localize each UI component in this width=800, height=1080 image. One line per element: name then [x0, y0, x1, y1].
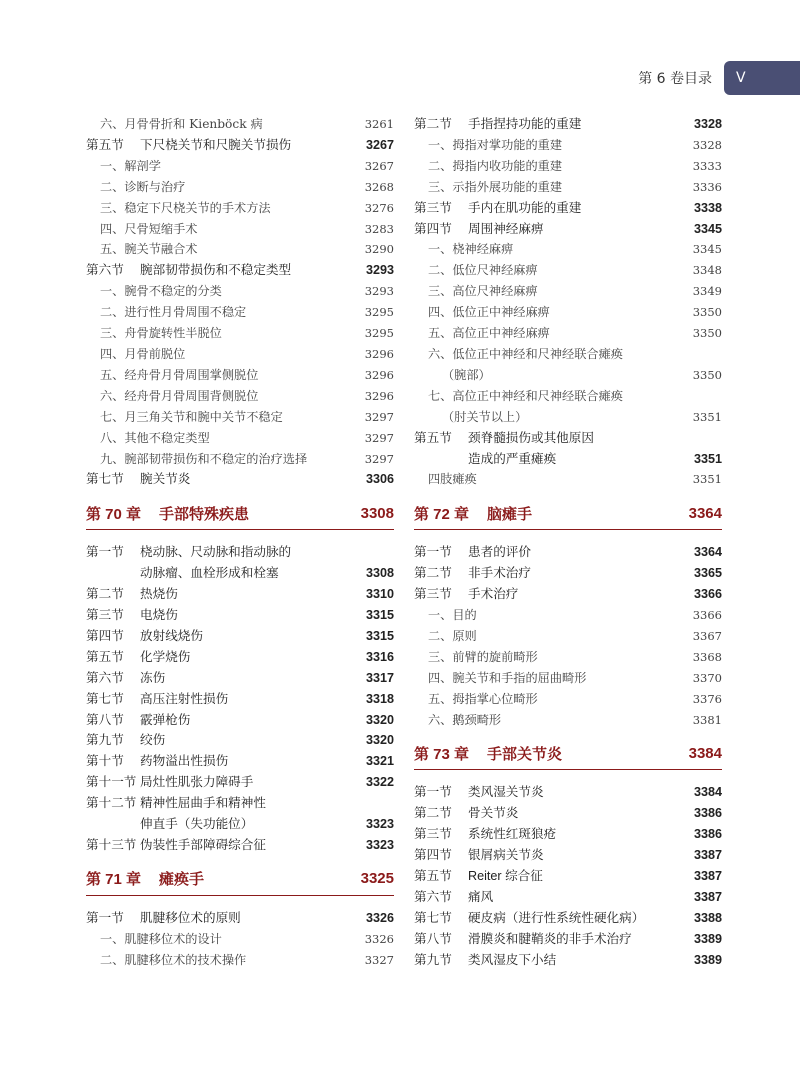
section-label: 第九节	[414, 952, 452, 967]
subsection-entry	[414, 302, 722, 323]
entry-page-number: 3387	[693, 869, 722, 884]
chapter-row	[414, 502, 722, 524]
section-entry	[86, 793, 394, 814]
subsection-entry	[86, 219, 394, 240]
entry-page-number: 3297	[364, 409, 394, 424]
entry-title: 下尺桡关节和尺腕关节损伤	[140, 137, 292, 152]
entry-page-number: 3295	[364, 326, 394, 341]
entry-title: 伪装性手部障碍综合征	[140, 838, 266, 852]
entry-title: 三、舟骨旋转性半脱位	[100, 326, 222, 341]
entry-page-number: 3366	[692, 608, 722, 623]
entry-title: 冻伤	[140, 670, 166, 685]
subsection-entry	[86, 428, 394, 449]
section-entry	[414, 803, 722, 824]
subsection-entry	[86, 386, 394, 407]
entry-page-number: 3317	[365, 670, 394, 685]
entry-page-number: 3364	[693, 545, 722, 560]
section-entry	[414, 887, 722, 908]
entry-page-number: 3297	[364, 430, 394, 445]
subsection-entry	[86, 365, 394, 386]
entry-page-number: 3283	[364, 221, 394, 236]
section-entry	[86, 542, 394, 563]
entry-title: 五、经舟骨月骨周围掌侧脱位	[100, 367, 259, 382]
section-entry	[86, 908, 394, 929]
section-entry	[86, 469, 394, 490]
entry-title: 三、前臂的旋前畸形	[428, 649, 538, 664]
section-label: 第二节	[414, 566, 452, 581]
entry-title: 系统性红斑狼疮	[468, 827, 557, 842]
entry-page-number: 3318	[365, 691, 394, 706]
section-entry	[414, 908, 722, 929]
entry-page-number: 3368	[692, 649, 722, 664]
section-entry	[86, 730, 394, 751]
section-entry	[86, 668, 394, 689]
section-entry	[414, 950, 722, 971]
entry-title: （肘关节以上）	[442, 409, 528, 424]
entry-title: 腕关节炎	[140, 472, 191, 487]
entry-title: 骨关节炎	[468, 806, 519, 821]
entry-page-number: 3296	[364, 388, 394, 403]
section-label: 第四节	[86, 628, 124, 643]
entry-page-number: 3306	[365, 472, 394, 487]
entry-title: 精神性屈曲手和精神性	[140, 796, 266, 811]
section-label: 第五节	[86, 137, 124, 152]
entry-page-number: 3366	[693, 587, 722, 602]
entry-page-number: 3351	[692, 472, 722, 487]
section-label: 第六节	[86, 670, 124, 685]
subsection-entry	[414, 156, 722, 177]
entry-page-number: 3308	[365, 566, 394, 581]
entry-title: 一、目的	[428, 608, 477, 623]
entry-title: 八、其他不稳定类型	[100, 430, 210, 445]
entry-page-number: 3388	[693, 910, 722, 925]
entry-title: 三、高位尺神经麻痹	[428, 284, 538, 299]
entry-title: （腕部）	[442, 367, 491, 382]
subsection-entry	[86, 449, 394, 470]
section-entry	[86, 835, 394, 856]
entry-page-number: 3333	[692, 158, 722, 173]
entry-page-number: 3387	[693, 848, 722, 863]
entry-title: 一、拇指对掌功能的重建	[428, 137, 563, 152]
subsection-entry	[86, 198, 394, 219]
page-header	[638, 61, 800, 95]
entry-title: 颈脊髓损伤或其他原因	[468, 430, 594, 445]
chapter-title: 瘫痪手	[159, 871, 205, 889]
section-entry	[414, 428, 722, 449]
section-label: 第十二节	[86, 796, 137, 811]
subsection-entry	[86, 114, 394, 135]
chapter-page-number: 3364	[688, 504, 722, 522]
section-entry	[414, 824, 722, 845]
section-label: 第二节	[414, 117, 452, 131]
entry-page-number: 3320	[365, 733, 394, 748]
entry-title: 一、桡神经麻痹	[428, 242, 514, 257]
entry-title: 二、低位尺神经麻痹	[428, 263, 538, 278]
entry-page-number: 3336	[692, 179, 722, 194]
entry-title: 电烧伤	[140, 608, 178, 623]
chapter-heading	[86, 502, 394, 530]
section-entry	[86, 710, 394, 731]
entry-page-number: 3296	[364, 367, 394, 382]
entry-title: 手内在肌功能的重建	[468, 200, 582, 215]
entry-page-number: 3296	[364, 346, 394, 361]
section-label: 第一节	[86, 910, 124, 925]
entry-page-number: 3322	[365, 775, 394, 790]
subsection-entry	[414, 281, 722, 302]
section-label: 第二节	[414, 806, 452, 821]
entry-title: 药物溢出性损伤	[140, 754, 229, 769]
section-label: 第五节	[86, 649, 124, 664]
chapter-label: 第 70 章	[86, 505, 142, 523]
entry-title: 患者的评价	[468, 545, 531, 560]
subsection-entry	[86, 950, 394, 971]
section-entry	[414, 219, 722, 240]
section-label: 第十三节	[86, 838, 137, 852]
entry-page-number: 3345	[692, 242, 722, 257]
subsection-entry	[414, 365, 722, 386]
page-number: V	[736, 70, 746, 86]
entry-title: 六、经舟骨月骨周围背侧脱位	[100, 388, 259, 403]
entry-title: 三、示指外展功能的重建	[428, 179, 563, 194]
section-label: 第五节	[414, 869, 452, 884]
entry-page-number: 3295	[364, 305, 394, 320]
chapter-title: 脑瘫手	[487, 505, 533, 523]
subsection-entry	[414, 323, 722, 344]
entry-page-number: 3350	[692, 326, 722, 341]
entry-title: 硬皮病（进行性系统性硬化病）	[468, 910, 645, 925]
subsection-entry	[414, 710, 722, 731]
subsection-entry	[414, 407, 722, 428]
entry-title: 四、低位正中神经麻痹	[428, 305, 550, 320]
entry-page-number: 3345	[693, 221, 722, 236]
subsection-entry	[414, 689, 722, 710]
entry-title: 手指捏持功能的重建	[468, 117, 582, 131]
entry-title: 六、鹅颈畸形	[428, 712, 502, 727]
entry-title: 痛风	[468, 890, 494, 904]
entry-title: 霰弹枪伤	[140, 712, 191, 727]
entry-title: 局灶性肌张力障碍手	[140, 775, 254, 790]
section-entry	[86, 563, 394, 584]
section-entry	[86, 772, 394, 793]
entry-title: 七、高位正中神经和尺神经联合瘫痪	[428, 388, 623, 403]
section-entry	[86, 751, 394, 772]
chapter-divider	[414, 769, 722, 770]
entry-page-number: 3267	[365, 137, 394, 152]
entry-title: 二、拇指内收功能的重建	[428, 158, 563, 173]
chapter-label: 第 71 章	[86, 871, 142, 889]
section-entry	[86, 626, 394, 647]
section-label: 第九节	[86, 733, 124, 748]
section-label: 第五节	[414, 430, 452, 445]
section-entry	[86, 605, 394, 626]
entry-title: 非手术治疗	[468, 566, 531, 581]
entry-page-number: 3384	[693, 785, 722, 800]
entry-title: 绞伤	[140, 733, 166, 748]
chapter-heading	[414, 502, 722, 530]
entry-page-number: 3326	[364, 931, 394, 946]
subsection-entry	[414, 626, 722, 647]
section-entry	[414, 449, 722, 470]
chapter-title: 手部关节炎	[487, 745, 563, 763]
subsection-entry	[414, 177, 722, 198]
entry-page-number: 3267	[364, 158, 394, 173]
entry-page-number: 3338	[693, 200, 722, 215]
entry-page-number: 3328	[693, 117, 722, 131]
entry-page-number: 3349	[692, 284, 722, 299]
section-entry	[86, 647, 394, 668]
section-entry	[86, 135, 394, 156]
section-label: 第四节	[414, 848, 452, 863]
entry-page-number: 3297	[364, 451, 394, 466]
chapter-divider	[86, 529, 394, 530]
entry-title: 四、腕关节和手指的屈曲畸形	[428, 670, 587, 685]
entry-title: 桡动脉、尺动脉和指动脉的	[140, 545, 292, 560]
subsection-entry	[414, 386, 722, 407]
entry-title: 二、进行性月骨周围不稳定	[100, 305, 247, 320]
entry-page-number: 3386	[693, 806, 722, 821]
entry-page-number: 3293	[364, 284, 394, 299]
section-entry	[86, 584, 394, 605]
section-entry	[86, 814, 394, 835]
entry-title: 一、肌腱移位术的设计	[100, 931, 222, 946]
entry-page-number: 3323	[365, 817, 394, 832]
section-label: 第六节	[86, 263, 124, 278]
entry-page-number: 3315	[365, 628, 394, 643]
entry-page-number: 3376	[692, 691, 722, 706]
entry-page-number: 3381	[692, 712, 722, 727]
section-entry	[414, 929, 722, 950]
section-entry	[414, 563, 722, 584]
entry-page-number: 3348	[692, 263, 722, 278]
entry-page-number: 3310	[365, 587, 394, 602]
chapter-title: 手部特殊疾患	[159, 505, 250, 523]
subsection-entry	[86, 323, 394, 344]
chapter-page-number: 3384	[688, 744, 722, 762]
section-label: 第一节	[86, 545, 124, 560]
section-entry	[414, 542, 722, 563]
entry-title: 动脉瘤、血栓形成和栓塞	[140, 566, 279, 581]
entry-title: 三、稳定下尺桡关节的手术方法	[100, 200, 271, 215]
entry-page-number: 3365	[693, 566, 722, 581]
entry-title: 二、肌腱移位术的技术操作	[100, 952, 247, 967]
subsection-entry	[86, 407, 394, 428]
entry-title: 一、腕骨不稳定的分类	[100, 284, 222, 299]
entry-title: 六、低位正中神经和尺神经联合瘫痪	[428, 346, 623, 361]
entry-title: 银屑病关节炎	[468, 848, 544, 863]
section-label: 第三节	[414, 827, 452, 842]
entry-title: 肌腱移位术的原则	[140, 910, 241, 925]
subsection-entry	[86, 177, 394, 198]
entry-title: 腕部韧带损伤和不稳定类型	[140, 263, 292, 278]
entry-page-number: 3293	[365, 263, 394, 278]
page-number-tab	[724, 61, 800, 95]
section-label: 第八节	[86, 712, 124, 727]
entry-page-number: 3386	[693, 827, 722, 842]
chapter-label: 第 73 章	[414, 745, 470, 763]
entry-title: 放射线烧伤	[140, 628, 203, 643]
entry-title: Reiter 综合征	[468, 869, 543, 884]
entry-page-number: 3320	[365, 712, 394, 727]
entry-page-number: 3315	[365, 608, 394, 623]
entry-title: 五、腕关节融合术	[100, 242, 198, 257]
volume-contents-title: 第 6 卷目录	[638, 71, 712, 87]
entry-page-number: 3351	[692, 409, 722, 424]
section-label: 第三节	[414, 200, 452, 215]
chapter-page-number: 3325	[360, 870, 394, 888]
entry-title: 手术治疗	[468, 587, 519, 602]
subsection-entry	[86, 239, 394, 260]
section-label: 第二节	[86, 587, 124, 602]
section-label: 第三节	[414, 587, 452, 602]
section-label: 第七节	[86, 472, 124, 487]
entry-title: 周围神经麻痹	[468, 221, 544, 236]
entry-page-number: 3350	[692, 305, 722, 320]
entry-page-number: 3316	[365, 649, 394, 664]
entry-page-number: 3389	[693, 952, 722, 967]
entry-title: 七、月三角关节和腕中关节不稳定	[100, 409, 283, 424]
section-label: 第三节	[86, 608, 124, 623]
entry-title: 化学烧伤	[140, 649, 191, 664]
chapter-row	[86, 502, 394, 524]
chapter-divider	[86, 895, 394, 896]
chapter-heading	[414, 742, 722, 770]
entry-title: 四、月骨前脱位	[100, 346, 186, 361]
entry-title: 二、原则	[428, 628, 477, 643]
entry-title: 类风湿皮下小结	[468, 952, 557, 967]
toc-right-column	[414, 114, 722, 971]
entry-title: 二、诊断与治疗	[100, 179, 186, 194]
entry-page-number: 3327	[364, 952, 394, 967]
subsection-entry	[414, 647, 722, 668]
section-label: 第八节	[414, 931, 452, 946]
entry-title: 一、解剖学	[100, 158, 161, 173]
entry-title: 九、腕部韧带损伤和不稳定的治疗选择	[100, 451, 308, 466]
section-label: 第十一节	[86, 775, 137, 790]
entry-page-number: 3290	[364, 242, 394, 257]
section-entry	[414, 845, 722, 866]
entry-page-number: 3389	[693, 931, 722, 946]
subsection-entry	[414, 239, 722, 260]
entry-title: 五、拇指掌心位畸形	[428, 691, 538, 706]
entry-page-number: 3323	[365, 838, 394, 852]
chapter-heading	[86, 868, 394, 896]
entry-page-number: 3387	[693, 890, 722, 904]
entry-title: 热烧伤	[140, 587, 178, 602]
chapter-row	[414, 742, 722, 764]
entry-page-number: 3326	[365, 910, 394, 925]
toc-left-column	[86, 114, 394, 971]
entry-title: 伸直手（失功能位）	[140, 817, 254, 832]
subsection-entry	[86, 156, 394, 177]
entry-page-number: 3268	[364, 179, 394, 194]
subsection-entry	[86, 344, 394, 365]
subsection-entry	[86, 929, 394, 950]
section-label: 第四节	[414, 221, 452, 236]
subsection-entry	[414, 344, 722, 365]
section-label: 第一节	[414, 785, 452, 800]
entry-title: 滑膜炎和腱鞘炎的非手术治疗	[468, 931, 632, 946]
entry-title: 五、高位正中神经麻痹	[428, 326, 550, 341]
section-entry	[414, 584, 722, 605]
entry-title: 高压注射性损伤	[140, 691, 229, 706]
section-label: 第六节	[414, 890, 452, 904]
entry-title: 四、尺骨短缩手术	[100, 221, 198, 236]
entry-title: 四肢瘫痪	[428, 472, 477, 487]
section-entry	[414, 866, 722, 887]
section-entry	[414, 782, 722, 803]
subsection-entry	[414, 469, 722, 490]
subsection-entry	[86, 281, 394, 302]
entry-page-number: 3328	[692, 137, 722, 152]
entry-page-number: 3351	[693, 451, 722, 466]
entry-page-number: 3276	[364, 200, 394, 215]
chapter-label: 第 72 章	[414, 505, 470, 523]
chapter-page-number: 3308	[360, 504, 394, 522]
section-entry	[86, 689, 394, 710]
entry-title: 类风湿关节炎	[468, 785, 544, 800]
section-label: 第七节	[414, 910, 452, 925]
entry-title: 六、月骨骨折和 Kienböck 病	[100, 117, 263, 131]
section-entry	[86, 260, 394, 281]
subsection-entry	[414, 135, 722, 156]
subsection-entry	[414, 605, 722, 626]
entry-page-number: 3350	[692, 367, 722, 382]
section-entry	[414, 198, 722, 219]
subsection-entry	[86, 302, 394, 323]
section-label: 第七节	[86, 691, 124, 706]
section-label: 第十节	[86, 754, 124, 769]
chapter-row	[86, 868, 394, 890]
entry-page-number: 3367	[692, 628, 722, 643]
section-label: 第一节	[414, 545, 452, 560]
entry-page-number: 3261	[364, 117, 394, 131]
entry-page-number: 3321	[365, 754, 394, 769]
section-entry	[414, 114, 722, 135]
subsection-entry	[414, 668, 722, 689]
subsection-entry	[414, 260, 722, 281]
entry-page-number: 3370	[692, 670, 722, 685]
chapter-divider	[414, 529, 722, 530]
entry-title: 造成的严重瘫痪	[468, 451, 557, 466]
